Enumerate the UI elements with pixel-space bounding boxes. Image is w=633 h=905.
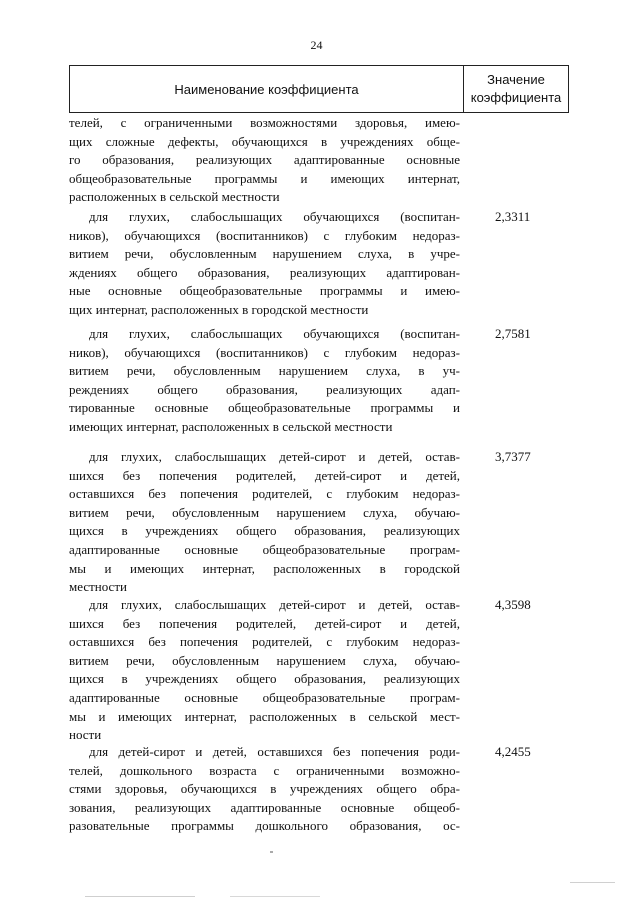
coefficient-value: 2,3311 (495, 209, 531, 224)
text-line: витием речи, обусловленным нарушением слуха, обучаю- (69, 504, 460, 520)
text-line: ников), обучающихся (воспитанников) с глубоким недораз- (69, 227, 460, 243)
text-line: телей, с ограниченными возможностями здоровья, имею- (69, 115, 460, 130)
text-line: для глухих, слабослышащих обучающихся (воспитан- (89, 209, 460, 224)
coefficient-value (462, 114, 569, 207)
scan-artifact (570, 882, 615, 883)
text-line: зования, реализующих адаптированные основные общеоб- (69, 799, 460, 815)
coefficient-name (69, 208, 462, 320)
text-line: для детей-сирот и детей, оставшихся без попечения роди- (89, 744, 460, 759)
text-line: щихся в учреждениях общего образования, реализующих (69, 671, 460, 687)
scan-artifact (230, 896, 320, 897)
scan-artifact (85, 896, 195, 897)
table-row (69, 208, 569, 320)
coefficient-name (69, 114, 462, 207)
text-line: телей, дошкольного возраста с ограниченными возможно- (69, 762, 460, 778)
coefficient-value: 4,2455 (495, 744, 531, 759)
coefficient-value: 3,7377 (495, 449, 531, 464)
text-line: шихся без попечения родителей, детей-сирот и детей, (69, 467, 460, 483)
coefficient-table (69, 65, 569, 834)
table-row (69, 448, 569, 597)
text-line: витием речи, обусловленным нарушением слуха, в уч- (69, 363, 460, 379)
text-line: тированные основные общеобразовательные программы и (69, 400, 460, 416)
text-line: мы и имеющих интернат, расположенных в сельской мест- (69, 708, 460, 724)
text-line: адаптированные основные общеобразовательные програм- (69, 689, 460, 705)
table-header (69, 65, 569, 113)
coefficient-name (69, 743, 462, 836)
text-line: реждениях общего образования, реализующих адап- (69, 381, 460, 397)
text-line: общеобразовательные программы и имеющих интернат, (69, 170, 460, 186)
text-line: для глухих, слабослышащих детей-сирот и детей, остав- (89, 449, 460, 464)
text-line: шихся без попечения родителей, детей-сирот и детей, (69, 615, 460, 631)
text-line: для глухих, слабослышащих детей-сирот и детей, остав- (89, 597, 460, 612)
text-line: ников), обучающихся (воспитанников) с глубоким недораз- (69, 344, 460, 360)
text-line: стями здоровья, обучающихся в учреждениях общего обра- (69, 781, 460, 797)
text-line: ности (69, 727, 102, 743)
text-line: щих сложные дефекты, обучающихся в учреждениях обще- (69, 133, 460, 149)
header-coefficient-name: Наименование коэффициента (70, 66, 464, 112)
text-line: щих интернат, расположенных в городской местности (69, 301, 369, 317)
page-number: 24 (310, 38, 323, 52)
text-line: ные основные общеобразовательные программы и имею- (69, 283, 460, 299)
text-line: местности (69, 579, 127, 595)
text-line: оставшихся без попечения родителей, с глубоким недораз- (69, 486, 460, 502)
table-row (69, 596, 569, 745)
text-line: адаптированные основные общеобразовательные програм- (69, 541, 460, 557)
coefficient-name (69, 325, 462, 437)
coefficient-name (69, 596, 462, 745)
table-row (69, 743, 569, 836)
text-line: витием речи, обусловленным нарушением слуха, в учре- (69, 246, 460, 262)
text-line: разовательные программы дошкольного образования, ос- (69, 818, 460, 834)
scan-artifact (270, 851, 273, 853)
table-row (69, 114, 569, 207)
text-line: мы и имеющих интернат, расположенных в городской (69, 560, 460, 576)
coefficient-value: 4,3598 (495, 597, 531, 612)
text-line: ждениях общего образования, реализующих адаптирован- (69, 264, 460, 280)
coefficient-name (69, 448, 462, 597)
text-line: го образования, реализующих адаптированные основные (69, 152, 460, 168)
table-row (69, 325, 569, 437)
header-coefficient-value: Значение коэффициента (470, 72, 562, 105)
text-line: расположенных в сельской местности (69, 189, 280, 205)
text-line: витием речи, обусловленным нарушением слуха, обучаю- (69, 652, 460, 668)
coefficient-value: 2,7581 (495, 326, 531, 341)
text-line: щихся в учреждениях общего образования, реализующих (69, 523, 460, 539)
text-line: для глухих, слабослышащих обучающихся (воспитан- (89, 326, 460, 341)
text-line: имеющих интернат, расположенных в сельской местности (69, 418, 393, 434)
text-line: оставшихся без попечения родителей, с глубоким недораз- (69, 634, 460, 650)
